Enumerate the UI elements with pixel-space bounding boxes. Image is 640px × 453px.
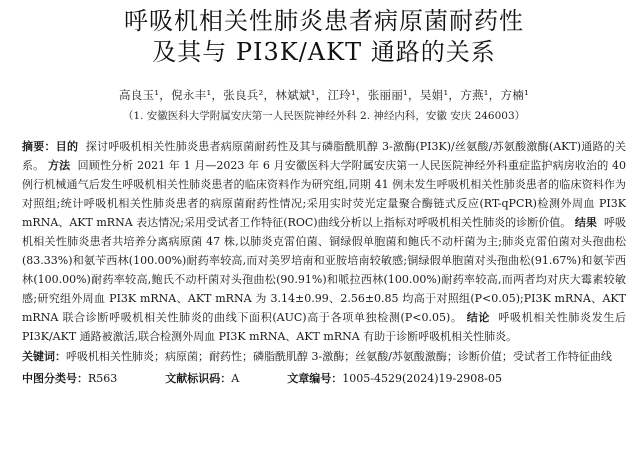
meta-doc-code-label: 文献标识码： — [165, 372, 232, 385]
affiliation: （1. 安徽医科大学附属安庆第一人民医院神经外科 2. 神经内科，安徽 安庆 246003） — [122, 110, 526, 122]
keywords — [22, 347, 626, 366]
abstract-methods-label: 方法 — [48, 159, 71, 172]
meta-doc-code — [165, 370, 239, 386]
abstract — [22, 137, 626, 346]
abstract-conclusion-text: 呼吸机相关性肺炎发生后 PI3K/AKT 通路被激活,联合检测外周血 PI3K mRNA、AKT mRNA 有助于诊断呼吸机相关性肺炎。 — [22, 311, 627, 343]
paper-title-line1: 呼吸机相关性肺炎患者病原菌耐药性 — [124, 7, 524, 35]
meta-article-no-value: 1005-4529(2024)19-2908-05 — [342, 372, 502, 385]
abstract-conclusion-label: 结论 — [466, 311, 491, 324]
author-list: 高良玉¹，倪永丰¹，张良兵²，林斌斌¹，江玲¹，张丽丽¹，吴娟¹，方燕¹，方楠¹ — [119, 88, 529, 102]
meta-article-no-label: 文章编号： — [287, 372, 343, 385]
abstract-label: 摘要： — [22, 140, 56, 153]
meta-article-no — [287, 370, 502, 386]
abstract-results-label: 结果 — [574, 216, 597, 229]
abstract-methods-text: 回顾性分析 2021 年 1 月—2023 年 6 月安徽医科大学附属安庆第一人民医院神经外科重症监护病房收治的 40 例行机械通气后发生呼吸机相关性肺炎患者的临床资料作为研究组,同期 41 例未发生呼吸机相关性肺炎患者的临床资料作为对照组;统计呼吸机相关性肺炎患者的病原菌耐药性情况;采用实时荧光定量聚合酶链式反应(RT-qPCR)检测外周血 PI3K mRNA、AKT mRNA 表达情况;采用受试者工作特征(ROC)曲线分析以上指标对呼吸机相关性肺炎的诊断价值。 — [22, 159, 627, 229]
keywords-label: 关键词： — [22, 350, 66, 363]
keywords-text: 呼吸机相关性肺炎；病原菌；耐药性；磷脂酰肌醇 3-激酶；丝氨酸/苏氨酸激酶；诊断价值；受试者工作特征曲线 — [66, 350, 612, 363]
paper-title-line2: 及其与 PI3K/AKT 通路的关系 — [152, 38, 496, 66]
article-meta — [22, 370, 626, 386]
meta-doc-code-value: A — [231, 372, 240, 385]
abstract-purpose-text: 探讨呼吸机相关性肺炎患者病原菌耐药性及其与磷脂酰肌醇 3-激酶(PI3K)/丝氨酸/苏氨酸激酶(AKT)通路的关系。 — [22, 140, 626, 172]
meta-clc — [22, 370, 117, 386]
meta-clc-label: 中图分类号： — [22, 372, 88, 385]
abstract-purpose-label: 目的 — [55, 140, 79, 153]
abstract-results-text: 呼吸机相关性肺炎患者共培养分离病原菌 47 株,以肺炎克雷伯菌、铜绿假单胞菌和鲍氏不动杆菌为主;肺炎克雷伯菌对头孢曲松(83.33%)和氨苄西林(100.00%)耐药率较高,而对美罗培南和亚胺培南较敏感;铜绿假单胞菌对头孢曲松(91.67%)和氨苄西林(100.00%)耐药率较高,鲍氏不动杆菌对头孢曲松(90.91%)和哌拉西林(100.00%)耐药率较高,而两者均对庆大霉素较敏感;研究组外周血 PI3K mRNA、AKT mRNA 为 3.14±0.99、2.56±0.85 均高于对照组(P<0.05);PI3K mRNA、AKT mRNA 联合诊断呼吸机相关性肺炎的曲线下面积(AUC)高于各项单独检测(P<0.05)。 — [22, 216, 627, 324]
meta-clc-value: R563 — [88, 372, 118, 385]
